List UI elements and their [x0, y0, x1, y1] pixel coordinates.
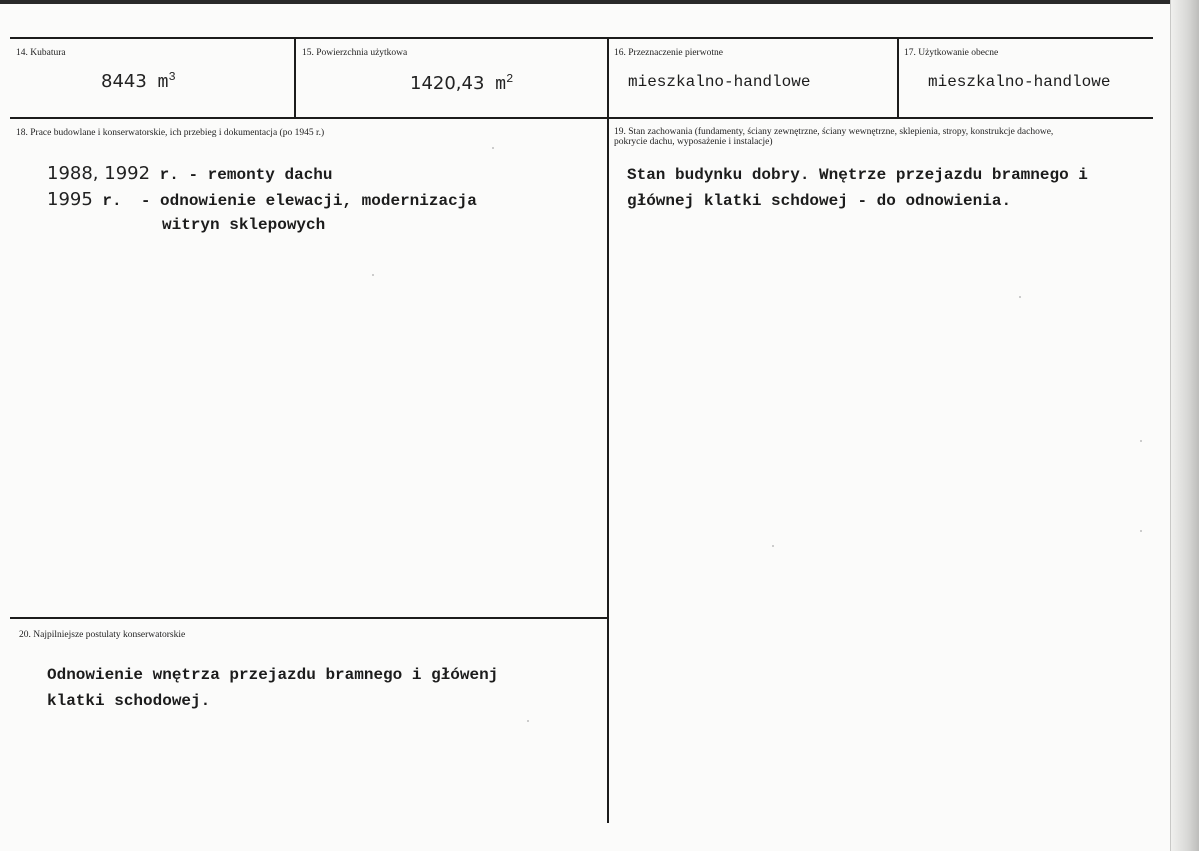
scan-speck [372, 274, 374, 276]
field-18-line-3: witryn sklepowych [162, 216, 326, 234]
scan-speck [1140, 530, 1142, 532]
field-20-line-2: klatki schodowej. [47, 692, 211, 710]
scan-speck [1140, 440, 1142, 442]
field-18-line-1 [47, 163, 333, 184]
field-19-label-line-2: pokrycie dachu, wyposażenie i instalacje) [614, 137, 773, 147]
field-17-label: 17. Użytkowanie obecne [904, 48, 999, 58]
field-17-value: mieszkalno-handlowe [928, 73, 1111, 91]
scan-speck [492, 147, 494, 149]
field-18-line-2-text: r. - odnowienie elewacji, modernizacja [92, 192, 477, 210]
field-19-line-2: głównej klatki schdowej - do odnowienia. [627, 192, 1012, 210]
scan-speck [1019, 296, 1021, 298]
field-20-label: 20. Najpilniejsze postulaty konserwatorskie [19, 630, 186, 640]
field-19-line-1: Stan budynku dobry. Wnętrze przejazdu bramnego i [627, 166, 1088, 184]
scan-right-edge [1171, 0, 1199, 851]
divider-16-17 [897, 37, 899, 119]
field-18-line-1-year: 1988, 1992 [47, 163, 151, 184]
field-18-label: 18. Prace budowlane i konserwatorskie, ich przebieg i dokumentacja (po 1945 r.) [16, 128, 325, 138]
field-20-line-1: Odnowienie wnętrza przejazdu bramnego i główenj [47, 666, 499, 684]
field-14-label: 14. Kubatura [16, 48, 66, 58]
field-14-value: 8443 $m^3$ [101, 70, 176, 93]
divider-14-15 [294, 37, 296, 119]
top-rule [10, 37, 1153, 39]
field-16-label: 16. Przeznaczenie pierwotne [614, 48, 723, 58]
scan-speck [527, 720, 529, 722]
center-divider [607, 37, 609, 823]
field-15-value: 1420,43 $m^2$ [410, 72, 514, 95]
field-15-label: 15. Powierzchnia użytkowa [302, 48, 408, 58]
scan-top-edge [0, 0, 1199, 4]
scan-speck [772, 545, 774, 547]
field-19-label-line-1: 19. Stan zachowania (fundamenty, ściany zewnętrzne, ściany wewnętrzne, sklepienia, stropy, konstrukcje dachowe, [614, 127, 1054, 137]
section20-top-rule [10, 617, 609, 619]
row1-bottom-rule [10, 117, 1153, 119]
field-18-line-1-text: r. - remonty dachu [150, 166, 333, 184]
field-18-line-2 [47, 189, 477, 210]
field-18-line-2-year: 1995 [47, 189, 93, 210]
field-16-value: mieszkalno-handlowe [628, 73, 811, 91]
